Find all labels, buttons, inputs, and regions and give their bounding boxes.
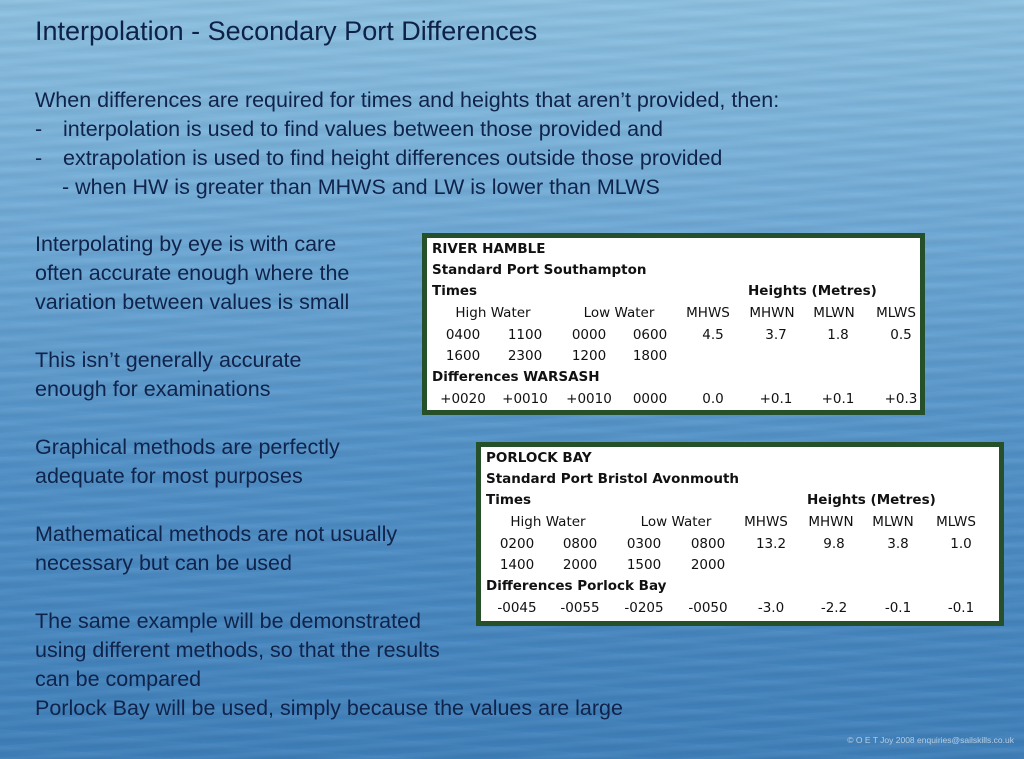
table-cell: 13.2 bbox=[755, 536, 787, 552]
paragraph-line: Porlock Bay will be used, simply because the values are large bbox=[35, 696, 623, 720]
col-header-mlws: MLWS bbox=[936, 514, 976, 530]
intro-text bbox=[35, 86, 779, 202]
paragraph-line: variation between values is small bbox=[35, 290, 350, 314]
col-header-mhws: MHWS bbox=[744, 514, 788, 530]
table-cell: +0.1 bbox=[821, 391, 855, 407]
intro-sub-bullet: - when HW is greater than MHWS and LW is lower than MLWS bbox=[62, 175, 660, 199]
col-header-high-water: High Water bbox=[455, 305, 531, 321]
paragraph-line: can be compared bbox=[35, 667, 202, 691]
table-cell: 0600 bbox=[632, 327, 668, 343]
table-cell: +0020 bbox=[440, 391, 486, 407]
table-cell: 0200 bbox=[499, 536, 535, 552]
paragraph-line: This isn’t generally accurate bbox=[35, 348, 302, 372]
paragraph-by-eye bbox=[35, 230, 349, 317]
paragraph-graphical bbox=[35, 433, 340, 491]
table-cell: 1.0 bbox=[950, 536, 972, 552]
porlock-bay-table bbox=[476, 442, 1004, 626]
table-cell: -0055 bbox=[560, 600, 600, 616]
table-cell: -0.1 bbox=[884, 600, 912, 616]
table-port-name: PORLOCK BAY bbox=[486, 450, 592, 466]
table-cell: 2000 bbox=[690, 557, 726, 573]
table-standard-port: Standard Port Bristol Avonmouth bbox=[486, 471, 740, 487]
col-header-mhws: MHWS bbox=[686, 305, 730, 321]
table-port-name: RIVER HAMBLE bbox=[432, 241, 546, 257]
table-cell: +0010 bbox=[502, 391, 548, 407]
table-cell: 1100 bbox=[507, 327, 543, 343]
table-cell: -2.2 bbox=[820, 600, 848, 616]
table-cell: +0010 bbox=[566, 391, 612, 407]
paragraph-accuracy bbox=[35, 346, 301, 404]
table-heights-label: Heights (Metres) bbox=[807, 492, 936, 508]
table-cell: 0300 bbox=[626, 536, 662, 552]
paragraph-line: enough for examinations bbox=[35, 377, 271, 401]
bullet-text: interpolation is used to find values between those provided and bbox=[63, 117, 664, 141]
table-cell: 2300 bbox=[507, 348, 543, 364]
col-header-mlws: MLWS bbox=[876, 305, 916, 321]
paragraph-line: using different methods, so that the results bbox=[35, 638, 440, 662]
table-times-label: Times bbox=[432, 283, 478, 299]
table-cell: 3.7 bbox=[765, 327, 787, 343]
table-cell: -0205 bbox=[624, 600, 664, 616]
table-heights-label: Heights (Metres) bbox=[748, 283, 877, 299]
table-cell: 0000 bbox=[632, 391, 668, 407]
col-header-low-water: Low Water bbox=[640, 514, 712, 530]
intro-bullet-interpolation bbox=[35, 115, 779, 144]
bullet-text: extrapolation is used to find height differences outside those provided bbox=[63, 146, 723, 170]
table-cell: 1500 bbox=[626, 557, 662, 573]
col-header-low-water: Low Water bbox=[583, 305, 655, 321]
paragraph-line: Graphical methods are perfectly bbox=[35, 435, 340, 459]
table-cell: 1400 bbox=[499, 557, 535, 573]
table-cell: 1800 bbox=[632, 348, 668, 364]
table-cell: +0.1 bbox=[759, 391, 793, 407]
table-cell: 0.0 bbox=[702, 391, 724, 407]
table-cell: -3.0 bbox=[757, 600, 785, 616]
paragraph-line: Mathematical methods are not usually bbox=[35, 522, 398, 546]
table-cell: 4.5 bbox=[702, 327, 724, 343]
table-cell: 1600 bbox=[445, 348, 481, 364]
table-differences-label: Differences WARSASH bbox=[432, 369, 600, 385]
table-cell: 0800 bbox=[562, 536, 598, 552]
table-differences-label: Differences Porlock Bay bbox=[486, 578, 667, 594]
table-cell: -0050 bbox=[688, 600, 728, 616]
intro-bullet-extrapolation bbox=[35, 144, 779, 173]
col-header-mlwn: MLWN bbox=[813, 305, 855, 321]
slide-title: Interpolation - Secondary Port Differences bbox=[35, 16, 538, 46]
col-header-high-water: High Water bbox=[510, 514, 586, 530]
table-times-label: Times bbox=[486, 492, 532, 508]
paragraph-line: often accurate enough where the bbox=[35, 261, 350, 285]
bullet-dash: - bbox=[35, 146, 43, 170]
col-header-mlwn: MLWN bbox=[872, 514, 914, 530]
table-cell: 0.5 bbox=[890, 327, 912, 343]
paragraph-line: The same example will be demonstrated bbox=[35, 609, 421, 633]
paragraph-line: adequate for most purposes bbox=[35, 464, 303, 488]
table-cell: 0800 bbox=[690, 536, 726, 552]
table-cell: 9.8 bbox=[823, 536, 845, 552]
table-cell: +0.3 bbox=[884, 391, 918, 407]
paragraph-line: Interpolating by eye is with care bbox=[35, 232, 337, 256]
col-header-mhwn: MHWN bbox=[808, 514, 854, 530]
intro-line: When differences are required for times and heights that aren’t provided, then: bbox=[35, 88, 780, 112]
col-header-mhwn: MHWN bbox=[749, 305, 795, 321]
table-cell: 0000 bbox=[571, 327, 607, 343]
table-cell: 1200 bbox=[571, 348, 607, 364]
river-hamble-table bbox=[422, 233, 925, 415]
table-cell: 0400 bbox=[445, 327, 481, 343]
paragraph-mathematical bbox=[35, 520, 397, 578]
bullet-dash: - bbox=[35, 117, 43, 141]
table-cell: -0.1 bbox=[947, 600, 975, 616]
table-standard-port: Standard Port Southampton bbox=[432, 262, 647, 278]
table-cell: -0045 bbox=[497, 600, 537, 616]
paragraph-line: necessary but can be used bbox=[35, 551, 292, 575]
table-cell: 1.8 bbox=[827, 327, 849, 343]
table-cell: 3.8 bbox=[887, 536, 909, 552]
table-cell: 2000 bbox=[562, 557, 598, 573]
copyright-notice: © O E T Joy 2008 enquiries@sailskills.co.uk bbox=[847, 735, 1014, 745]
